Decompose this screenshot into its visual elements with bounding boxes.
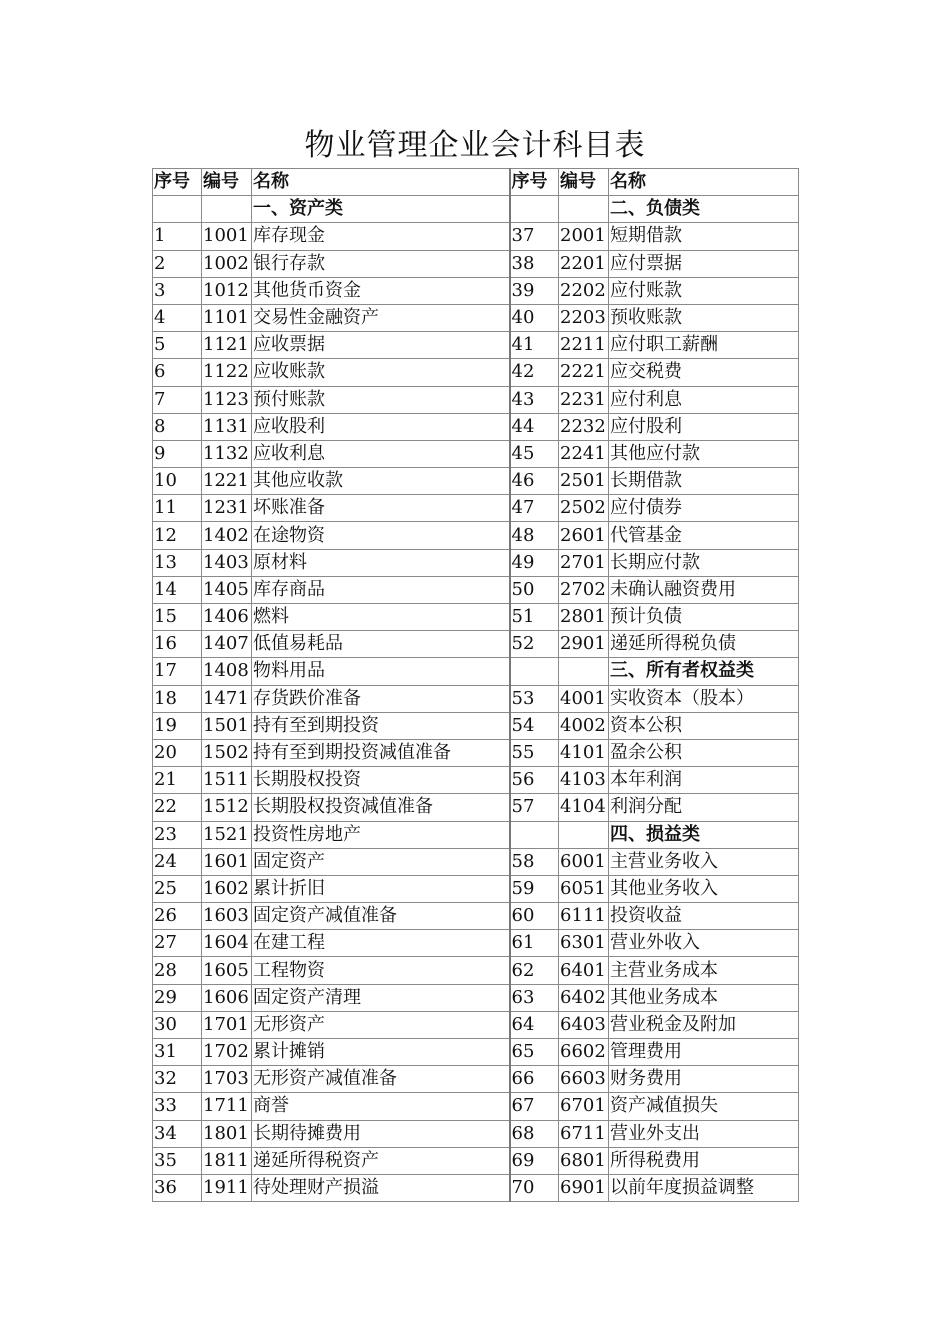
left-code-cell xyxy=(202,196,252,223)
right-name-cell: 未确认融资费用 xyxy=(609,576,799,603)
left-name-cell: 应收利息 xyxy=(252,440,510,467)
right-seq-cell: 67 xyxy=(510,1093,559,1120)
right-seq-cell: 70 xyxy=(510,1174,559,1201)
left-seq-cell: 4 xyxy=(153,304,202,331)
left-name-cell: 银行存款 xyxy=(252,250,510,277)
right-seq-cell: 66 xyxy=(510,1066,559,1093)
left-code-cell: 1101 xyxy=(202,304,252,331)
right-code-cell: 6801 xyxy=(559,1147,609,1174)
table-row xyxy=(153,1011,799,1038)
left-code-cell: 1811 xyxy=(202,1147,252,1174)
left-code-cell: 1604 xyxy=(202,930,252,957)
left-code-cell: 1002 xyxy=(202,250,252,277)
right-name-cell: 资产减值损失 xyxy=(609,1093,799,1120)
right-name-cell: 应付票据 xyxy=(609,250,799,277)
right-code-cell: 6603 xyxy=(559,1066,609,1093)
left-seq-cell: 16 xyxy=(153,631,202,658)
left-code-cell: 1406 xyxy=(202,604,252,631)
left-seq-cell: 13 xyxy=(153,549,202,576)
header-code-right: 编号 xyxy=(559,169,609,196)
left-seq-cell: 25 xyxy=(153,875,202,902)
left-name-cell: 商誉 xyxy=(252,1093,510,1120)
table-row xyxy=(153,1093,799,1120)
table-row xyxy=(153,359,799,386)
right-seq-cell: 69 xyxy=(510,1147,559,1174)
table-row xyxy=(153,875,799,902)
right-code-cell: 2211 xyxy=(559,332,609,359)
left-code-cell: 1801 xyxy=(202,1120,252,1147)
right-name-cell: 盈余公积 xyxy=(609,739,799,766)
left-name-cell: 其他货币资金 xyxy=(252,277,510,304)
right-name-cell: 资本公积 xyxy=(609,712,799,739)
left-seq-cell: 23 xyxy=(153,821,202,848)
left-code-cell: 1711 xyxy=(202,1093,252,1120)
right-name-cell: 管理费用 xyxy=(609,1039,799,1066)
left-code-cell: 1405 xyxy=(202,576,252,603)
right-name-cell: 其他应付款 xyxy=(609,440,799,467)
right-code-cell: 6402 xyxy=(559,984,609,1011)
right-code-cell: 2901 xyxy=(559,631,609,658)
right-name-cell: 应交税费 xyxy=(609,359,799,386)
left-code-cell: 1471 xyxy=(202,685,252,712)
right-code-cell xyxy=(559,658,609,685)
left-code-cell: 1601 xyxy=(202,848,252,875)
right-name-cell: 应付债券 xyxy=(609,495,799,522)
right-name-cell: 递延所得税负债 xyxy=(609,631,799,658)
table-row xyxy=(153,576,799,603)
right-code-cell: 6602 xyxy=(559,1039,609,1066)
table-row xyxy=(153,1039,799,1066)
left-name-cell: 长期股权投资 xyxy=(252,767,510,794)
left-name-cell: 固定资产 xyxy=(252,848,510,875)
right-code-cell: 2701 xyxy=(559,549,609,576)
left-code-cell: 1123 xyxy=(202,386,252,413)
left-code-cell: 1703 xyxy=(202,1066,252,1093)
left-code-cell: 1122 xyxy=(202,359,252,386)
left-name-cell: 持有至到期投资减值准备 xyxy=(252,739,510,766)
right-seq-cell: 37 xyxy=(510,223,559,250)
right-name-cell: 应付利息 xyxy=(609,386,799,413)
right-code-cell: 6403 xyxy=(559,1011,609,1038)
left-seq-cell: 35 xyxy=(153,1147,202,1174)
left-name-cell: 无形资产 xyxy=(252,1011,510,1038)
right-name-cell: 其他业务收入 xyxy=(609,875,799,902)
left-seq-cell: 20 xyxy=(153,739,202,766)
right-name-cell: 利润分配 xyxy=(609,794,799,821)
left-name-cell: 固定资产减值准备 xyxy=(252,903,510,930)
left-seq-cell: 8 xyxy=(153,413,202,440)
right-seq-cell: 53 xyxy=(510,685,559,712)
right-name-cell: 本年利润 xyxy=(609,767,799,794)
right-code-cell: 2202 xyxy=(559,277,609,304)
left-seq-cell: 30 xyxy=(153,1011,202,1038)
table-row xyxy=(153,468,799,495)
left-name-cell: 累计摊销 xyxy=(252,1039,510,1066)
table-row xyxy=(153,794,799,821)
right-name-cell: 短期借款 xyxy=(609,223,799,250)
right-code-cell: 6001 xyxy=(559,848,609,875)
table-row xyxy=(153,604,799,631)
left-name-cell: 累计折旧 xyxy=(252,875,510,902)
right-name-cell: 营业税金及附加 xyxy=(609,1011,799,1038)
left-code-cell: 1911 xyxy=(202,1174,252,1201)
table-row xyxy=(153,1174,799,1201)
right-name-cell: 投资收益 xyxy=(609,903,799,930)
right-name-cell: 长期借款 xyxy=(609,468,799,495)
right-seq-cell: 47 xyxy=(510,495,559,522)
left-code-cell: 1502 xyxy=(202,739,252,766)
left-name-cell: 存货跌价准备 xyxy=(252,685,510,712)
right-seq-cell xyxy=(510,196,559,223)
table-row xyxy=(153,957,799,984)
table-row xyxy=(153,767,799,794)
right-name-cell: 代管基金 xyxy=(609,522,799,549)
right-code-cell: 6301 xyxy=(559,930,609,957)
left-seq-cell: 29 xyxy=(153,984,202,1011)
table-row xyxy=(153,821,799,848)
right-seq-cell: 44 xyxy=(510,413,559,440)
right-seq-cell: 63 xyxy=(510,984,559,1011)
left-code-cell: 1606 xyxy=(202,984,252,1011)
right-seq-cell: 38 xyxy=(510,250,559,277)
table-row xyxy=(153,250,799,277)
left-seq-cell: 19 xyxy=(153,712,202,739)
right-seq-cell: 40 xyxy=(510,304,559,331)
left-seq-cell: 14 xyxy=(153,576,202,603)
right-code-cell: 2203 xyxy=(559,304,609,331)
right-seq-cell: 62 xyxy=(510,957,559,984)
right-code-cell: 6111 xyxy=(559,903,609,930)
left-code-cell: 1131 xyxy=(202,413,252,440)
left-seq-cell: 12 xyxy=(153,522,202,549)
right-name-cell: 其他业务成本 xyxy=(609,984,799,1011)
table-row xyxy=(153,930,799,957)
left-name-cell: 其他应收款 xyxy=(252,468,510,495)
left-code-cell: 1012 xyxy=(202,277,252,304)
left-seq-cell: 27 xyxy=(153,930,202,957)
left-seq-cell xyxy=(153,196,202,223)
left-seq-cell: 26 xyxy=(153,903,202,930)
table-row xyxy=(153,1147,799,1174)
left-seq-cell: 28 xyxy=(153,957,202,984)
right-seq-cell: 65 xyxy=(510,1039,559,1066)
right-name-cell: 财务费用 xyxy=(609,1066,799,1093)
left-seq-cell: 6 xyxy=(153,359,202,386)
left-code-cell: 1603 xyxy=(202,903,252,930)
right-seq-cell: 57 xyxy=(510,794,559,821)
left-seq-cell: 22 xyxy=(153,794,202,821)
right-seq-cell: 54 xyxy=(510,712,559,739)
left-name-cell: 待处理财产损溢 xyxy=(252,1174,510,1201)
right-code-cell: 6701 xyxy=(559,1093,609,1120)
right-code-cell: 4103 xyxy=(559,767,609,794)
right-category-heading: 四、损益类 xyxy=(609,821,799,848)
page-title: 物业管理企业会计科目表 xyxy=(304,128,646,163)
right-name-cell: 预计负债 xyxy=(609,604,799,631)
left-code-cell: 1408 xyxy=(202,658,252,685)
left-seq-cell: 7 xyxy=(153,386,202,413)
left-code-cell: 1231 xyxy=(202,495,252,522)
right-seq-cell: 56 xyxy=(510,767,559,794)
left-name-cell: 长期待摊费用 xyxy=(252,1120,510,1147)
table-row xyxy=(153,223,799,250)
left-name-cell: 无形资产减值准备 xyxy=(252,1066,510,1093)
right-code-cell xyxy=(559,821,609,848)
right-seq-cell: 68 xyxy=(510,1120,559,1147)
table-row xyxy=(153,712,799,739)
right-code-cell: 2502 xyxy=(559,495,609,522)
left-name-cell: 物料用品 xyxy=(252,658,510,685)
right-code-cell: 6401 xyxy=(559,957,609,984)
right-code-cell: 2801 xyxy=(559,604,609,631)
table-row xyxy=(153,386,799,413)
left-seq-cell: 21 xyxy=(153,767,202,794)
left-name-cell: 坏账准备 xyxy=(252,495,510,522)
right-code-cell: 6051 xyxy=(559,875,609,902)
table-row xyxy=(153,658,799,685)
right-code-cell: 4001 xyxy=(559,685,609,712)
table-row xyxy=(153,196,799,223)
table-row xyxy=(153,549,799,576)
right-seq-cell: 59 xyxy=(510,875,559,902)
left-name-cell: 预付账款 xyxy=(252,386,510,413)
left-code-cell: 1602 xyxy=(202,875,252,902)
table-row xyxy=(153,304,799,331)
left-seq-cell: 32 xyxy=(153,1066,202,1093)
right-seq-cell: 42 xyxy=(510,359,559,386)
right-seq-cell: 58 xyxy=(510,848,559,875)
accounts-table-body xyxy=(153,169,799,1202)
table-row xyxy=(153,495,799,522)
right-seq-cell: 39 xyxy=(510,277,559,304)
right-code-cell: 2241 xyxy=(559,440,609,467)
left-name-cell: 应收账款 xyxy=(252,359,510,386)
left-seq-cell: 2 xyxy=(153,250,202,277)
right-code-cell: 2232 xyxy=(559,413,609,440)
right-name-cell: 主营业务成本 xyxy=(609,957,799,984)
right-seq-cell: 60 xyxy=(510,903,559,930)
right-seq-cell: 46 xyxy=(510,468,559,495)
table-row xyxy=(153,522,799,549)
left-code-cell: 1001 xyxy=(202,223,252,250)
accounts-table xyxy=(152,168,799,1202)
right-seq-cell: 64 xyxy=(510,1011,559,1038)
left-code-cell: 1221 xyxy=(202,468,252,495)
right-code-cell: 2231 xyxy=(559,386,609,413)
header-row xyxy=(153,169,799,196)
left-code-cell: 1121 xyxy=(202,332,252,359)
left-category-heading: 一、资产类 xyxy=(252,196,510,223)
left-seq-cell: 31 xyxy=(153,1039,202,1066)
left-code-cell: 1402 xyxy=(202,522,252,549)
right-name-cell: 应付股利 xyxy=(609,413,799,440)
right-code-cell: 2001 xyxy=(559,223,609,250)
left-name-cell: 在途物资 xyxy=(252,522,510,549)
right-name-cell: 营业外收入 xyxy=(609,930,799,957)
left-seq-cell: 17 xyxy=(153,658,202,685)
left-code-cell: 1702 xyxy=(202,1039,252,1066)
right-seq-cell: 49 xyxy=(510,549,559,576)
left-name-cell: 库存商品 xyxy=(252,576,510,603)
table-row xyxy=(153,631,799,658)
left-code-cell: 1605 xyxy=(202,957,252,984)
right-name-cell: 所得税费用 xyxy=(609,1147,799,1174)
table-row xyxy=(153,413,799,440)
table-row xyxy=(153,903,799,930)
right-code-cell: 2601 xyxy=(559,522,609,549)
left-name-cell: 库存现金 xyxy=(252,223,510,250)
right-seq-cell: 61 xyxy=(510,930,559,957)
table-row xyxy=(153,984,799,1011)
right-name-cell: 营业外支出 xyxy=(609,1120,799,1147)
left-name-cell: 持有至到期投资 xyxy=(252,712,510,739)
right-code-cell: 2501 xyxy=(559,468,609,495)
left-name-cell: 工程物资 xyxy=(252,957,510,984)
table-row xyxy=(153,1120,799,1147)
header-name-left: 名称 xyxy=(252,169,510,196)
right-seq-cell: 43 xyxy=(510,386,559,413)
left-name-cell: 燃料 xyxy=(252,604,510,631)
right-code-cell: 6901 xyxy=(559,1174,609,1201)
left-seq-cell: 11 xyxy=(153,495,202,522)
right-seq-cell: 48 xyxy=(510,522,559,549)
left-code-cell: 1132 xyxy=(202,440,252,467)
left-seq-cell: 18 xyxy=(153,685,202,712)
left-name-cell: 投资性房地产 xyxy=(252,821,510,848)
left-name-cell: 低值易耗品 xyxy=(252,631,510,658)
left-code-cell: 1701 xyxy=(202,1011,252,1038)
left-seq-cell: 3 xyxy=(153,277,202,304)
right-seq-cell xyxy=(510,821,559,848)
right-seq-cell: 55 xyxy=(510,739,559,766)
left-seq-cell: 1 xyxy=(153,223,202,250)
table-row xyxy=(153,277,799,304)
left-name-cell: 长期股权投资减值准备 xyxy=(252,794,510,821)
right-name-cell: 实收资本（股本） xyxy=(609,685,799,712)
right-seq-cell: 41 xyxy=(510,332,559,359)
table-row xyxy=(153,1066,799,1093)
left-code-cell: 1407 xyxy=(202,631,252,658)
right-category-heading: 二、负债类 xyxy=(609,196,799,223)
table-row xyxy=(153,848,799,875)
header-code-left: 编号 xyxy=(202,169,252,196)
right-seq-cell xyxy=(510,658,559,685)
right-name-cell: 应付账款 xyxy=(609,277,799,304)
left-name-cell: 递延所得税资产 xyxy=(252,1147,510,1174)
header-seq-left: 序号 xyxy=(153,169,202,196)
right-code-cell: 4101 xyxy=(559,739,609,766)
left-seq-cell: 36 xyxy=(153,1174,202,1201)
left-name-cell: 在建工程 xyxy=(252,930,510,957)
header-name-right: 名称 xyxy=(609,169,799,196)
right-name-cell: 长期应付款 xyxy=(609,549,799,576)
left-name-cell: 应收票据 xyxy=(252,332,510,359)
table-row xyxy=(153,440,799,467)
right-seq-cell: 45 xyxy=(510,440,559,467)
right-code-cell: 4002 xyxy=(559,712,609,739)
left-name-cell: 交易性金融资产 xyxy=(252,304,510,331)
left-code-cell: 1521 xyxy=(202,821,252,848)
left-seq-cell: 5 xyxy=(153,332,202,359)
header-seq-right: 序号 xyxy=(510,169,559,196)
right-seq-cell: 50 xyxy=(510,576,559,603)
left-name-cell: 原材料 xyxy=(252,549,510,576)
left-code-cell: 1512 xyxy=(202,794,252,821)
table-row xyxy=(153,332,799,359)
right-category-heading: 三、所有者权益类 xyxy=(609,658,799,685)
left-seq-cell: 10 xyxy=(153,468,202,495)
right-name-cell: 主营业务收入 xyxy=(609,848,799,875)
right-code-cell xyxy=(559,196,609,223)
right-code-cell: 4104 xyxy=(559,794,609,821)
left-code-cell: 1403 xyxy=(202,549,252,576)
right-name-cell: 以前年度损益调整 xyxy=(609,1174,799,1201)
right-code-cell: 6711 xyxy=(559,1120,609,1147)
right-name-cell: 预收账款 xyxy=(609,304,799,331)
left-seq-cell: 34 xyxy=(153,1120,202,1147)
right-name-cell: 应付职工薪酬 xyxy=(609,332,799,359)
left-seq-cell: 33 xyxy=(153,1093,202,1120)
left-code-cell: 1501 xyxy=(202,712,252,739)
right-seq-cell: 51 xyxy=(510,604,559,631)
left-seq-cell: 9 xyxy=(153,440,202,467)
right-seq-cell: 52 xyxy=(510,631,559,658)
left-seq-cell: 15 xyxy=(153,604,202,631)
right-code-cell: 2221 xyxy=(559,359,609,386)
table-row xyxy=(153,739,799,766)
left-name-cell: 应收股利 xyxy=(252,413,510,440)
right-code-cell: 2201 xyxy=(559,250,609,277)
left-code-cell: 1511 xyxy=(202,767,252,794)
right-code-cell: 2702 xyxy=(559,576,609,603)
left-seq-cell: 24 xyxy=(153,848,202,875)
table-row xyxy=(153,685,799,712)
left-name-cell: 固定资产清理 xyxy=(252,984,510,1011)
